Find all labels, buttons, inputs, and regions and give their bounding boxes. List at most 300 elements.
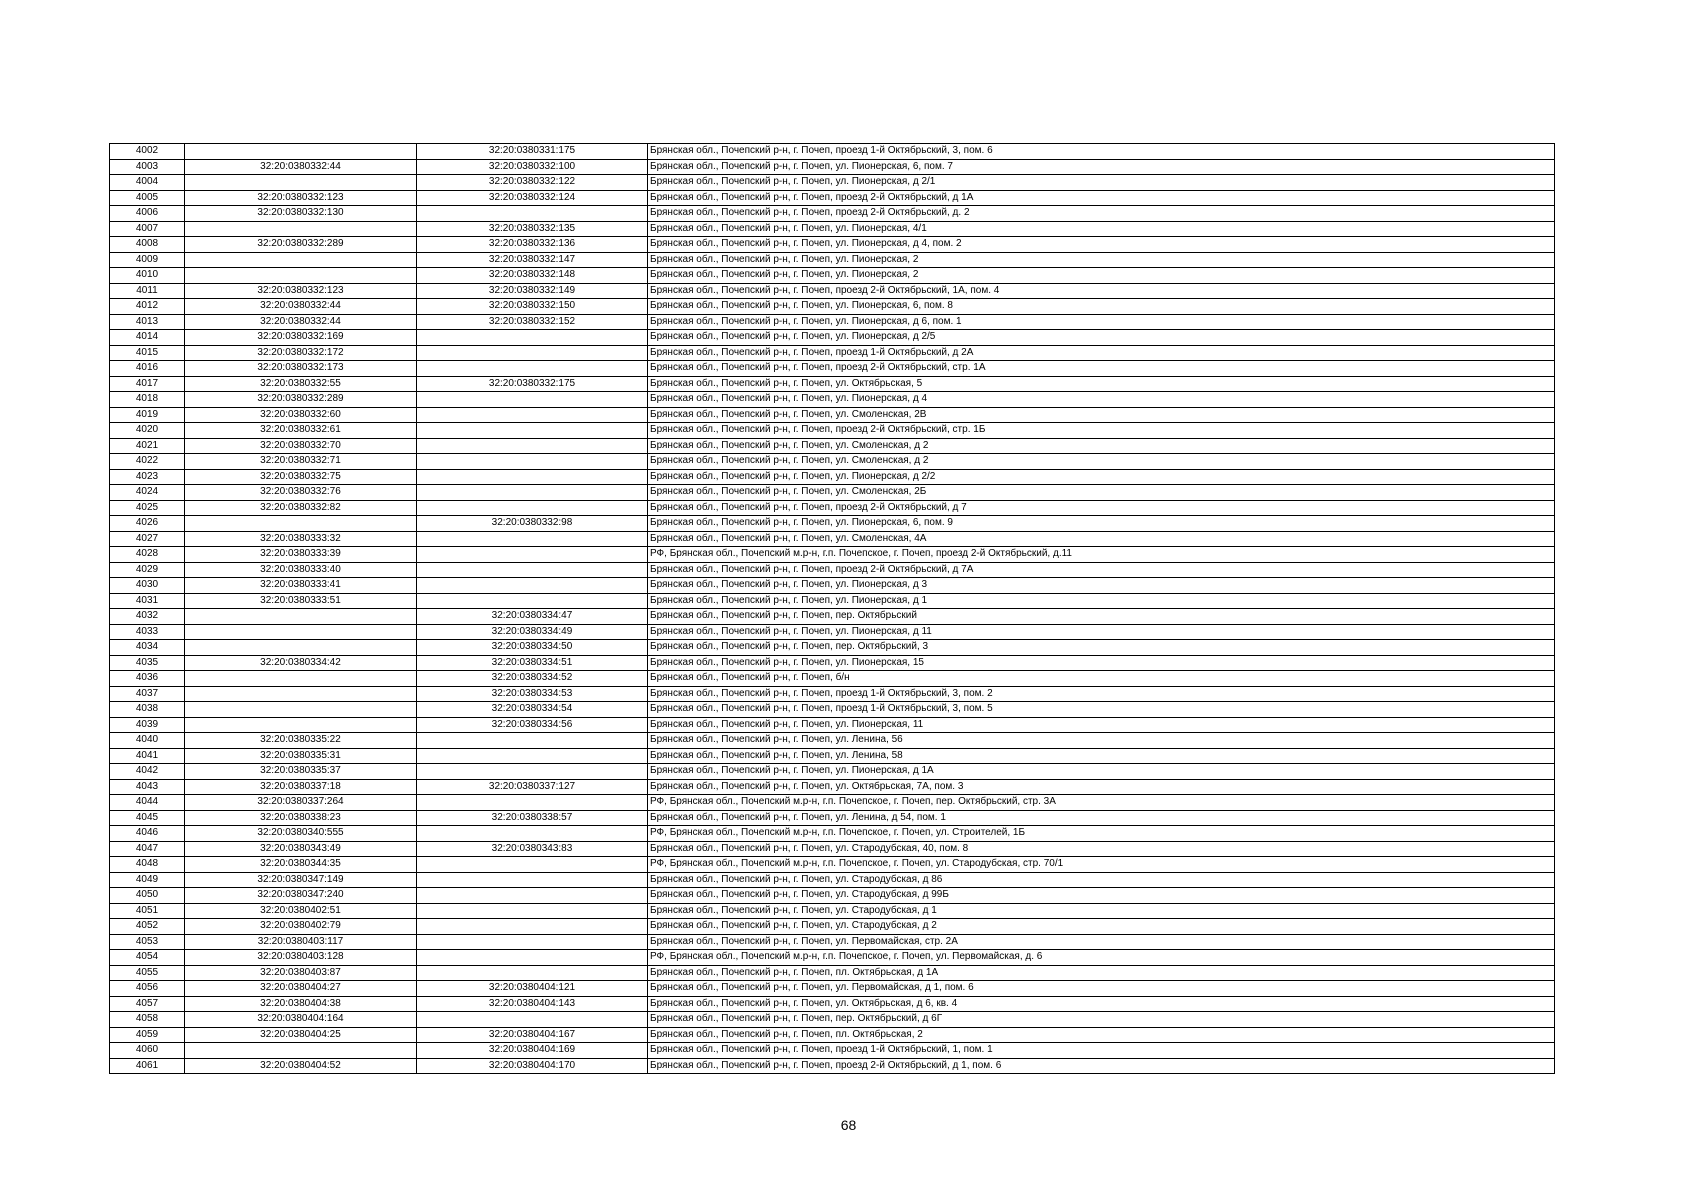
parcel-number-cell: 32:20:0380334:42 [185, 655, 417, 671]
row-number-cell: 4039 [110, 717, 185, 733]
table-row [110, 144, 1555, 160]
object-number-cell [417, 950, 648, 966]
parcel-number-cell [185, 640, 417, 656]
address-cell: Брянская обл., Почепский р-н, г. Почеп, ул. Октябрьская, д 6, кв. 4 [648, 996, 1555, 1012]
table-row [110, 1058, 1555, 1074]
table-row [110, 764, 1555, 780]
parcel-number-cell: 32:20:0380404:27 [185, 981, 417, 997]
row-number-cell: 4025 [110, 500, 185, 516]
parcel-number-cell [185, 516, 417, 532]
address-cell: Брянская обл., Почепский р-н, г. Почеп, проезд 2-й Октябрьский, стр. 1Б [648, 423, 1555, 439]
address-cell: Брянская обл., Почепский р-н, г. Почеп, ул. Ленина, д 54, пом. 1 [648, 810, 1555, 826]
table-row [110, 454, 1555, 470]
table-row [110, 748, 1555, 764]
object-number-cell [417, 485, 648, 501]
row-number-cell: 4050 [110, 888, 185, 904]
address-cell: Брянская обл., Почепский р-н, г. Почеп, ул. Стародубская, д 86 [648, 872, 1555, 888]
address-cell: Брянская обл., Почепский р-н, г. Почеп, ул. Пионерская, 6, пом. 7 [648, 159, 1555, 175]
object-number-cell [417, 965, 648, 981]
parcel-number-cell: 32:20:0380402:51 [185, 903, 417, 919]
table-row [110, 733, 1555, 749]
table-row [110, 779, 1555, 795]
row-number-cell: 4041 [110, 748, 185, 764]
row-number-cell: 4004 [110, 175, 185, 191]
address-cell: Брянская обл., Почепский р-н, г. Почеп, ул. Пионерская, 15 [648, 655, 1555, 671]
address-cell: Брянская обл., Почепский р-н, г. Почеп, пер. Октябрьский, д 6Г [648, 1012, 1555, 1028]
table-row [110, 640, 1555, 656]
address-cell: Брянская обл., Почепский р-н, г. Почеп, ул. Пионерская, д 4, пом. 2 [648, 237, 1555, 253]
table-row [110, 299, 1555, 315]
parcel-number-cell: 32:20:0380403:117 [185, 934, 417, 950]
row-number-cell: 4010 [110, 268, 185, 284]
address-cell: Брянская обл., Почепский р-н, г. Почеп, проезд 2-й Октябрьский, д 1А [648, 190, 1555, 206]
object-number-cell: 32:20:0380404:167 [417, 1027, 648, 1043]
address-cell: РФ, Брянская обл., Почепский м.р-н, г.п. Почепское, г. Почеп, проезд 2-й Октябрьский, д.11 [648, 547, 1555, 563]
object-number-cell [417, 531, 648, 547]
object-number-cell: 32:20:0380332:147 [417, 252, 648, 268]
address-cell: РФ, Брянская обл., Почепский м.р-н, г.п. Почепское, г. Почеп, ул. Стародубская, стр. 70/1 [648, 857, 1555, 873]
table-row [110, 500, 1555, 516]
address-cell: Брянская обл., Почепский р-н, г. Почеп, пл. Октябрьская, д 1А [648, 965, 1555, 981]
address-cell: Брянская обл., Почепский р-н, г. Почеп, ул. Стародубская, д 99Б [648, 888, 1555, 904]
row-number-cell: 4051 [110, 903, 185, 919]
row-number-cell: 4024 [110, 485, 185, 501]
object-number-cell: 32:20:0380343:83 [417, 841, 648, 857]
object-number-cell [417, 764, 648, 780]
table-row [110, 469, 1555, 485]
parcel-number-cell: 32:20:0380332:82 [185, 500, 417, 516]
table-row [110, 438, 1555, 454]
object-number-cell [417, 562, 648, 578]
parcel-number-cell: 32:20:0380404:164 [185, 1012, 417, 1028]
row-number-cell: 4029 [110, 562, 185, 578]
parcel-number-cell: 32:20:0380335:22 [185, 733, 417, 749]
parcel-number-cell: 32:20:0380332:123 [185, 283, 417, 299]
object-number-cell [417, 857, 648, 873]
table-row [110, 624, 1555, 640]
object-number-cell: 32:20:0380332:124 [417, 190, 648, 206]
table-row [110, 981, 1555, 997]
address-cell: Брянская обл., Почепский р-н, г. Почеп, ул. Смоленская, 2Б [648, 485, 1555, 501]
parcel-number-cell [185, 686, 417, 702]
address-cell: Брянская обл., Почепский р-н, г. Почеп, ул. Пионерская, д 11 [648, 624, 1555, 640]
table-row [110, 903, 1555, 919]
address-cell: Брянская обл., Почепский р-н, г. Почеп, ул. Пионерская, д 3 [648, 578, 1555, 594]
table-row [110, 919, 1555, 935]
row-number-cell: 4043 [110, 779, 185, 795]
table-row [110, 423, 1555, 439]
parcel-number-cell: 32:20:0380332:44 [185, 299, 417, 315]
parcel-number-cell: 32:20:0380402:79 [185, 919, 417, 935]
table-row [110, 314, 1555, 330]
object-number-cell: 32:20:0380334:54 [417, 702, 648, 718]
object-number-cell: 32:20:0380337:127 [417, 779, 648, 795]
object-number-cell: 32:20:0380332:98 [417, 516, 648, 532]
table-row [110, 562, 1555, 578]
address-cell: Брянская обл., Почепский р-н, г. Почеп, проезд 2-й Октябрьский, стр. 1А [648, 361, 1555, 377]
parcel-number-cell: 32:20:0380335:31 [185, 748, 417, 764]
table-row [110, 361, 1555, 377]
row-number-cell: 4042 [110, 764, 185, 780]
table-row [110, 888, 1555, 904]
address-cell: Брянская обл., Почепский р-н, г. Почеп, ул. Смоленская, д 2 [648, 438, 1555, 454]
object-number-cell: 32:20:0380404:170 [417, 1058, 648, 1074]
table-row [110, 717, 1555, 733]
object-number-cell [417, 330, 648, 346]
address-cell: Брянская обл., Почепский р-н, г. Почеп, ул. Пионерская, д 1А [648, 764, 1555, 780]
parcel-number-cell [185, 144, 417, 160]
page-number: 68 [840, 1117, 857, 1133]
parcel-number-cell: 32:20:0380344:35 [185, 857, 417, 873]
table-row [110, 996, 1555, 1012]
parcel-number-cell: 32:20:0380332:44 [185, 314, 417, 330]
table-row [110, 841, 1555, 857]
table-row [110, 407, 1555, 423]
table-row [110, 950, 1555, 966]
address-cell: Брянская обл., Почепский р-н, г. Почеп, ул. Стародубская, д 1 [648, 903, 1555, 919]
table-row [110, 206, 1555, 222]
address-cell: Брянская обл., Почепский р-н, г. Почеп, ул. Пионерская, д 6, пом. 1 [648, 314, 1555, 330]
table-row [110, 159, 1555, 175]
row-number-cell: 4028 [110, 547, 185, 563]
row-number-cell: 4056 [110, 981, 185, 997]
address-cell: Брянская обл., Почепский р-н, г. Почеп, проезд 1-й Октябрьский, 1, пом. 1 [648, 1043, 1555, 1059]
table-row [110, 810, 1555, 826]
parcel-number-cell: 32:20:0380332:76 [185, 485, 417, 501]
parcel-number-cell: 32:20:0380332:61 [185, 423, 417, 439]
row-number-cell: 4020 [110, 423, 185, 439]
parcel-number-cell: 32:20:0380333:40 [185, 562, 417, 578]
table-row [110, 221, 1555, 237]
object-number-cell [417, 500, 648, 516]
row-number-cell: 4006 [110, 206, 185, 222]
row-number-cell: 4044 [110, 795, 185, 811]
object-number-cell [417, 903, 648, 919]
table-row [110, 702, 1555, 718]
row-number-cell: 4038 [110, 702, 185, 718]
parcel-number-cell: 32:20:0380337:264 [185, 795, 417, 811]
row-number-cell: 4013 [110, 314, 185, 330]
object-number-cell: 32:20:0380331:175 [417, 144, 648, 160]
address-cell: Брянская обл., Почепский р-н, г. Почеп, проезд 2-й Октябрьский, 1А, пом. 4 [648, 283, 1555, 299]
table-row [110, 283, 1555, 299]
address-cell: Брянская обл., Почепский р-н, г. Почеп, ул. Смоленская, 2В [648, 407, 1555, 423]
parcel-number-cell: 32:20:0380404:38 [185, 996, 417, 1012]
parcel-number-cell [185, 268, 417, 284]
parcel-number-cell: 32:20:0380403:87 [185, 965, 417, 981]
address-cell: Брянская обл., Почепский р-н, г. Почеп, б/н [648, 671, 1555, 687]
parcel-number-cell: 32:20:0380404:52 [185, 1058, 417, 1074]
object-number-cell [417, 872, 648, 888]
row-number-cell: 4034 [110, 640, 185, 656]
row-number-cell: 4009 [110, 252, 185, 268]
document-table [109, 143, 1555, 1074]
object-number-cell: 32:20:0380334:52 [417, 671, 648, 687]
row-number-cell: 4008 [110, 237, 185, 253]
object-number-cell [417, 361, 648, 377]
row-number-cell: 4015 [110, 345, 185, 361]
parcel-number-cell: 32:20:0380343:49 [185, 841, 417, 857]
row-number-cell: 4023 [110, 469, 185, 485]
parcel-number-cell: 32:20:0380340:555 [185, 826, 417, 842]
parcel-number-cell: 32:20:0380337:18 [185, 779, 417, 795]
object-number-cell [417, 578, 648, 594]
row-number-cell: 4031 [110, 593, 185, 609]
object-number-cell: 32:20:0380404:169 [417, 1043, 648, 1059]
object-number-cell [417, 748, 648, 764]
row-number-cell: 4022 [110, 454, 185, 470]
object-number-cell: 32:20:0380404:143 [417, 996, 648, 1012]
row-number-cell: 4005 [110, 190, 185, 206]
parcel-number-cell [185, 1043, 417, 1059]
table-row [110, 857, 1555, 873]
row-number-cell: 4032 [110, 609, 185, 625]
parcel-number-cell: 32:20:0380338:23 [185, 810, 417, 826]
parcel-number-cell: 32:20:0380332:289 [185, 392, 417, 408]
object-number-cell: 32:20:0380332:136 [417, 237, 648, 253]
row-number-cell: 4048 [110, 857, 185, 873]
table-row [110, 330, 1555, 346]
row-number-cell: 4002 [110, 144, 185, 160]
parcel-number-cell [185, 609, 417, 625]
table-row [110, 392, 1555, 408]
parcel-number-cell: 32:20:0380347:149 [185, 872, 417, 888]
row-number-cell: 4011 [110, 283, 185, 299]
object-number-cell: 32:20:0380334:51 [417, 655, 648, 671]
address-cell: Брянская обл., Почепский р-н, г. Почеп, ул. Стародубская, 40, пом. 8 [648, 841, 1555, 857]
row-number-cell: 4045 [110, 810, 185, 826]
address-cell: Брянская обл., Почепский р-н, г. Почеп, проезд 1-й Октябрьский, 3, пом. 6 [648, 144, 1555, 160]
table-row [110, 252, 1555, 268]
row-number-cell: 4003 [110, 159, 185, 175]
object-number-cell [417, 392, 648, 408]
row-number-cell: 4046 [110, 826, 185, 842]
parcel-number-cell: 32:20:0380332:60 [185, 407, 417, 423]
object-number-cell: 32:20:0380332:149 [417, 283, 648, 299]
object-number-cell [417, 826, 648, 842]
parcel-number-cell [185, 717, 417, 733]
parcel-number-cell [185, 702, 417, 718]
address-cell: Брянская обл., Почепский р-н, г. Почеп, ул. Пионерская, д 4 [648, 392, 1555, 408]
object-number-cell: 32:20:0380334:56 [417, 717, 648, 733]
object-number-cell [417, 593, 648, 609]
object-number-cell: 32:20:0380332:148 [417, 268, 648, 284]
parcel-number-cell: 32:20:0380403:128 [185, 950, 417, 966]
table-row [110, 1043, 1555, 1059]
table-row [110, 655, 1555, 671]
table-row [110, 1027, 1555, 1043]
object-number-cell: 32:20:0380332:135 [417, 221, 648, 237]
object-number-cell: 32:20:0380332:100 [417, 159, 648, 175]
row-number-cell: 4036 [110, 671, 185, 687]
row-number-cell: 4017 [110, 376, 185, 392]
row-number-cell: 4035 [110, 655, 185, 671]
parcel-number-cell [185, 175, 417, 191]
address-cell: Брянская обл., Почепский р-н, г. Почеп, ул. Октябрьская, 7А, пом. 3 [648, 779, 1555, 795]
parcel-number-cell: 32:20:0380332:123 [185, 190, 417, 206]
parcel-number-cell: 32:20:0380332:130 [185, 206, 417, 222]
address-cell: Брянская обл., Почепский р-н, г. Почеп, ул. Первомайская, д 1, пом. 6 [648, 981, 1555, 997]
row-number-cell: 4040 [110, 733, 185, 749]
address-cell: Брянская обл., Почепский р-н, г. Почеп, ул. Пионерская, 6, пом. 8 [648, 299, 1555, 315]
address-cell: Брянская обл., Почепский р-н, г. Почеп, проезд 2-й Октябрьский, д 7А [648, 562, 1555, 578]
row-number-cell: 4049 [110, 872, 185, 888]
parcel-number-cell: 32:20:0380332:289 [185, 237, 417, 253]
row-number-cell: 4026 [110, 516, 185, 532]
address-cell: Брянская обл., Почепский р-н, г. Почеп, ул. Пионерская, 4/1 [648, 221, 1555, 237]
object-number-cell [417, 795, 648, 811]
address-cell: Брянская обл., Почепский р-н, г. Почеп, проезд 1-й Октябрьский, д 2А [648, 345, 1555, 361]
row-number-cell: 4016 [110, 361, 185, 377]
parcel-number-cell: 32:20:0380347:240 [185, 888, 417, 904]
table-row [110, 485, 1555, 501]
row-number-cell: 4059 [110, 1027, 185, 1043]
address-cell: Брянская обл., Почепский р-н, г. Почеп, ул. Пионерская, д 1 [648, 593, 1555, 609]
object-number-cell: 32:20:0380334:50 [417, 640, 648, 656]
address-cell: Брянская обл., Почепский р-н, г. Почеп, ул. Пионерская, 2 [648, 252, 1555, 268]
object-number-cell [417, 206, 648, 222]
object-number-cell: 32:20:0380332:152 [417, 314, 648, 330]
object-number-cell [417, 345, 648, 361]
table-row [110, 268, 1555, 284]
table-row [110, 795, 1555, 811]
parcel-number-cell: 32:20:0380332:70 [185, 438, 417, 454]
parcel-number-cell: 32:20:0380333:39 [185, 547, 417, 563]
address-cell: Брянская обл., Почепский р-н, г. Почеп, проезд 2-й Октябрьский, д 7 [648, 500, 1555, 516]
object-number-cell: 32:20:0380334:49 [417, 624, 648, 640]
table-row [110, 593, 1555, 609]
parcel-number-cell: 32:20:0380332:169 [185, 330, 417, 346]
address-cell: Брянская обл., Почепский р-н, г. Почеп, пл. Октябрьская, 2 [648, 1027, 1555, 1043]
address-cell: РФ, Брянская обл., Почепский м.р-н, г.п. Почепское, г. Почеп, ул. Строителей, 1Б [648, 826, 1555, 842]
object-number-cell: 32:20:0380404:121 [417, 981, 648, 997]
table-row [110, 965, 1555, 981]
object-number-cell [417, 454, 648, 470]
parcel-number-cell: 32:20:0380333:32 [185, 531, 417, 547]
parcel-number-cell [185, 671, 417, 687]
table-row [110, 609, 1555, 625]
table-row [110, 934, 1555, 950]
parcel-number-cell: 32:20:0380333:51 [185, 593, 417, 609]
row-number-cell: 4019 [110, 407, 185, 423]
row-number-cell: 4058 [110, 1012, 185, 1028]
parcel-number-cell: 32:20:0380335:37 [185, 764, 417, 780]
parcel-number-cell [185, 221, 417, 237]
table-row [110, 531, 1555, 547]
row-number-cell: 4037 [110, 686, 185, 702]
address-cell: Брянская обл., Почепский р-н, г. Почеп, ул. Смоленская, д 2 [648, 454, 1555, 470]
table-row [110, 547, 1555, 563]
table-row [110, 376, 1555, 392]
table-row [110, 345, 1555, 361]
table-row [110, 190, 1555, 206]
row-number-cell: 4033 [110, 624, 185, 640]
object-number-cell [417, 733, 648, 749]
address-cell: Брянская обл., Почепский р-н, г. Почеп, проезд 2-й Октябрьский, д. 2 [648, 206, 1555, 222]
address-cell: Брянская обл., Почепский р-н, г. Почеп, ул. Стародубская, д 2 [648, 919, 1555, 935]
address-cell: Брянская обл., Почепский р-н, г. Почеп, ул. Смоленская, 4А [648, 531, 1555, 547]
address-cell: Брянская обл., Почепский р-н, г. Почеп, ул. Пионерская, 11 [648, 717, 1555, 733]
parcel-number-cell: 32:20:0380332:71 [185, 454, 417, 470]
table-row [110, 516, 1555, 532]
table-row [110, 578, 1555, 594]
table-row [110, 826, 1555, 842]
object-number-cell [417, 469, 648, 485]
object-number-cell [417, 438, 648, 454]
table-row [110, 175, 1555, 191]
parcel-number-cell: 32:20:0380333:41 [185, 578, 417, 594]
address-cell: Брянская обл., Почепский р-н, г. Почеп, ул. Пионерская, 6, пом. 9 [648, 516, 1555, 532]
row-number-cell: 4007 [110, 221, 185, 237]
object-number-cell [417, 407, 648, 423]
row-number-cell: 4052 [110, 919, 185, 935]
address-cell: Брянская обл., Почепский р-н, г. Почеп, проезд 1-й Октябрьский, 3, пом. 2 [648, 686, 1555, 702]
address-cell: Брянская обл., Почепский р-н, г. Почеп, проезд 1-й Октябрьский, 3, пом. 5 [648, 702, 1555, 718]
object-number-cell [417, 919, 648, 935]
row-number-cell: 4027 [110, 531, 185, 547]
object-number-cell: 32:20:0380334:53 [417, 686, 648, 702]
parcel-number-cell: 32:20:0380332:44 [185, 159, 417, 175]
object-number-cell: 32:20:0380338:57 [417, 810, 648, 826]
address-cell: Брянская обл., Почепский р-н, г. Почеп, ул. Пионерская, д 2/2 [648, 469, 1555, 485]
row-number-cell: 4057 [110, 996, 185, 1012]
table-row [110, 872, 1555, 888]
table-row [110, 1012, 1555, 1028]
table-row [110, 671, 1555, 687]
parcel-number-cell [185, 624, 417, 640]
address-cell: Брянская обл., Почепский р-н, г. Почеп, ул. Ленина, 56 [648, 733, 1555, 749]
table-row [110, 686, 1555, 702]
row-number-cell: 4055 [110, 965, 185, 981]
row-number-cell: 4021 [110, 438, 185, 454]
address-cell: Брянская обл., Почепский р-н, г. Почеп, ул. Пионерская, д 2/1 [648, 175, 1555, 191]
object-number-cell: 32:20:0380332:175 [417, 376, 648, 392]
address-cell: Брянская обл., Почепский р-н, г. Почеп, ул. Пионерская, 2 [648, 268, 1555, 284]
row-number-cell: 4018 [110, 392, 185, 408]
parcel-number-cell: 32:20:0380332:75 [185, 469, 417, 485]
object-number-cell [417, 547, 648, 563]
address-cell: Брянская обл., Почепский р-н, г. Почеп, ул. Пионерская, д 2/5 [648, 330, 1555, 346]
address-cell: Брянская обл., Почепский р-н, г. Почеп, ул. Октябрьская, 5 [648, 376, 1555, 392]
object-number-cell: 32:20:0380334:47 [417, 609, 648, 625]
row-number-cell: 4030 [110, 578, 185, 594]
parcel-number-cell: 32:20:0380404:25 [185, 1027, 417, 1043]
object-number-cell [417, 423, 648, 439]
address-cell: Брянская обл., Почепский р-н, г. Почеп, проезд 2-й Октябрьский, д 1, пом. 6 [648, 1058, 1555, 1074]
row-number-cell: 4061 [110, 1058, 185, 1074]
row-number-cell: 4053 [110, 934, 185, 950]
address-cell: РФ, Брянская обл., Почепский м.р-н, г.п. Почепское, г. Почеп, ул. Первомайская, д. 6 [648, 950, 1555, 966]
object-number-cell [417, 934, 648, 950]
parcel-number-cell: 32:20:0380332:173 [185, 361, 417, 377]
address-cell: Брянская обл., Почепский р-н, г. Почеп, ул. Первомайская, стр. 2А [648, 934, 1555, 950]
row-number-cell: 4014 [110, 330, 185, 346]
table-body [110, 144, 1555, 1074]
row-number-cell: 4012 [110, 299, 185, 315]
parcel-number-cell: 32:20:0380332:55 [185, 376, 417, 392]
address-cell: Брянская обл., Почепский р-н, г. Почеп, пер. Октябрьский [648, 609, 1555, 625]
row-number-cell: 4054 [110, 950, 185, 966]
row-number-cell: 4047 [110, 841, 185, 857]
row-number-cell: 4060 [110, 1043, 185, 1059]
object-number-cell [417, 1012, 648, 1028]
object-number-cell: 32:20:0380332:122 [417, 175, 648, 191]
address-cell: РФ, Брянская обл., Почепский м.р-н, г.п. Почепское, г. Почеп, пер. Октябрьский, стр. 3А [648, 795, 1555, 811]
object-number-cell [417, 888, 648, 904]
table-row [110, 237, 1555, 253]
object-number-cell: 32:20:0380332:150 [417, 299, 648, 315]
parcel-number-cell: 32:20:0380332:172 [185, 345, 417, 361]
